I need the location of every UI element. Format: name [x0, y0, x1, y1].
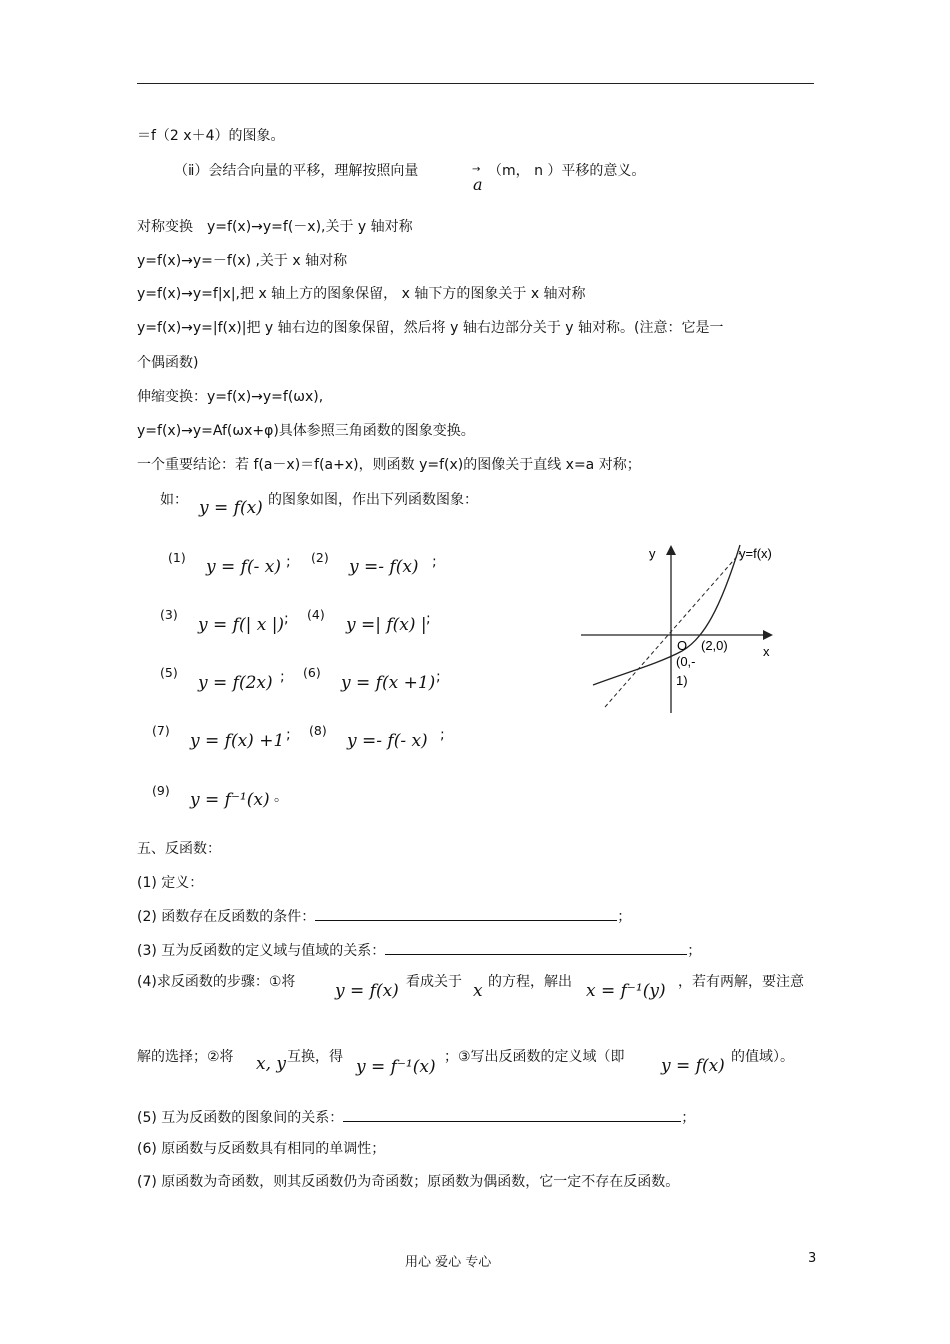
exercise-end: ; [436, 669, 441, 685]
curve-label: y=f(x) [739, 546, 772, 561]
vector-arrow-icon: → [472, 164, 481, 175]
text-line-7: 个偶函数) [137, 355, 199, 371]
exercise-label: (4) [307, 607, 325, 622]
item-4-math-2: x [473, 981, 483, 1001]
item-5-text-c: ；③写出反函数的定义域（即 [444, 1049, 625, 1065]
y-axis-arrow-icon [666, 545, 676, 555]
exercise-label: (3) [160, 607, 178, 622]
y-axis-label: y [649, 546, 656, 561]
text-line-8: 伸缩变换：y=f(x)→y=f(ωx), [137, 389, 324, 405]
item-4-text-d: ，若有两解，要注意 [678, 974, 804, 990]
exercise-math: y =- f(x) [349, 557, 419, 577]
text-line-1: ＝f（2 x＋4）的图象。 [137, 128, 285, 144]
exercise-math: y =| f(x) | [346, 615, 427, 635]
section-5-item-1: (1) 定义： [137, 875, 204, 891]
item-2-end: ； [617, 909, 632, 925]
exercise-label: (5) [160, 665, 178, 680]
exercise-label: (6) [303, 665, 321, 680]
text-line-5: y=f(x)→y=f|x|,把 x 轴上方的图象保留， x 轴下方的图象关于 x 轴对称 [137, 286, 586, 302]
exercise-end: ; [286, 727, 291, 743]
exercise-label: (7) [152, 723, 170, 738]
exercise-math: y =- f(- x) [347, 731, 428, 751]
exercise-math: y = f(| x |) [198, 615, 285, 635]
exercise-end: ; [286, 554, 291, 570]
section-5-item-2 [137, 906, 631, 926]
item-5-math-1: x, y [256, 1054, 286, 1074]
point-2-0-label: (2,0) [701, 638, 728, 653]
section-5-item-3 [137, 940, 701, 960]
math-y-eq-fx: y = f(x) [199, 498, 263, 518]
item-5-text-d: 的值域）。 [731, 1049, 794, 1065]
section-5-title: 五、反函数： [137, 841, 221, 857]
exercise-end: ; [280, 669, 285, 685]
item-5-text-a: 解的选择；②将 [137, 1049, 234, 1065]
answer-blank[interactable] [343, 1107, 681, 1122]
text-line-2b: （m， n ）平移的意义。 [488, 163, 646, 179]
exercise-label: (8) [309, 723, 327, 738]
exercise-end: ; [440, 727, 445, 743]
text-line-9: y=f(x)→y=Af(ωx+φ)具体参照三角函数的图象变换。 [137, 423, 475, 439]
curve-y-fx [593, 545, 740, 685]
item-5-text-b: 互换，得 [287, 1049, 343, 1065]
text-line-11a: 如： [160, 492, 188, 508]
text-line-3: 对称变换 y=f(x)→y=f(－x),关于 y 轴对称 [137, 219, 413, 235]
item-5-math-2: y = f⁻¹(x) [356, 1057, 436, 1077]
item-6-text: (5) 互为反函数的图象间的关系： [137, 1110, 344, 1126]
origin-label: O [677, 638, 688, 653]
exercise-label: (2) [311, 550, 329, 565]
text-line-10: 一个重要结论：若 f(a－x)＝f(a+x)，则函数 y=f(x)的图像关于直线 x=a 对称； [137, 457, 641, 473]
vector-a: a [473, 175, 483, 194]
point-0-neg1-label-2: 1) [676, 673, 688, 688]
item-4-text-a: (4)求反函数的步骤：①将 [137, 974, 296, 990]
text-line-2a: （ⅱ）会结合向量的平移，理解按照向量 [174, 163, 419, 179]
item-4-math-1: y = f(x) [335, 981, 399, 1001]
item-4-text-c: 的方程，解出 [488, 974, 572, 990]
x-axis-arrow-icon [763, 630, 773, 640]
item-4-text-b: 看成关于 [406, 974, 462, 990]
section-5-item-7: (6) 原函数与反函数具有相同的单调性； [137, 1141, 386, 1157]
text-line-11b: 的图象如图，作出下列函数图象： [268, 492, 478, 508]
exercise-end: 。 [274, 789, 288, 805]
item-6-end: ； [681, 1110, 696, 1126]
exercise-end: ; [432, 554, 437, 570]
page-footer: 用心 爱心 专心 [405, 1255, 492, 1270]
exercise-end: ; [284, 611, 289, 627]
item-3-text: (3) 互为反函数的定义域与值域的关系： [137, 943, 386, 959]
header-rule [137, 83, 814, 84]
exercise-label: (1) [168, 550, 186, 565]
point-0-neg1-label: (0,- [676, 654, 696, 669]
exercise-math: y = f(2x) [198, 673, 273, 693]
exercise-end: ; [426, 611, 431, 627]
function-graph [575, 535, 790, 720]
exercise-math: y = f(x) +1 [190, 731, 285, 751]
text-line-4: y=f(x)→y=－f(x) ,关于 x 轴对称 [137, 253, 348, 269]
item-5-math-3: y = f(x) [661, 1056, 725, 1076]
answer-blank[interactable] [315, 906, 617, 921]
section-5-item-8: (7) 原函数为奇函数，则其反函数仍为奇函数；原函数为偶函数，它一定不存在反函数。 [137, 1174, 680, 1190]
x-axis-label: x [763, 644, 770, 659]
exercise-label: (9) [152, 783, 170, 798]
exercise-math: y = f⁻¹(x) [190, 790, 270, 810]
section-5-item-6 [137, 1107, 695, 1127]
answer-blank[interactable] [385, 940, 687, 955]
page-number: 3 [808, 1251, 817, 1266]
item-3-end: ； [687, 943, 702, 959]
dashed-asymptote-line [605, 553, 740, 707]
exercise-math: y = f(- x) [206, 557, 281, 577]
item-4-math-3: x = f⁻¹(y) [586, 981, 666, 1001]
exercise-math: y = f(x +1) [341, 673, 436, 693]
item-2-text: (2) 函数存在反函数的条件： [137, 909, 316, 925]
text-line-6: y=f(x)→y=|f(x)|把 y 轴右边的图象保留，然后将 y 轴右边部分关于 y 轴对称。(注意：它是一 [137, 320, 724, 336]
